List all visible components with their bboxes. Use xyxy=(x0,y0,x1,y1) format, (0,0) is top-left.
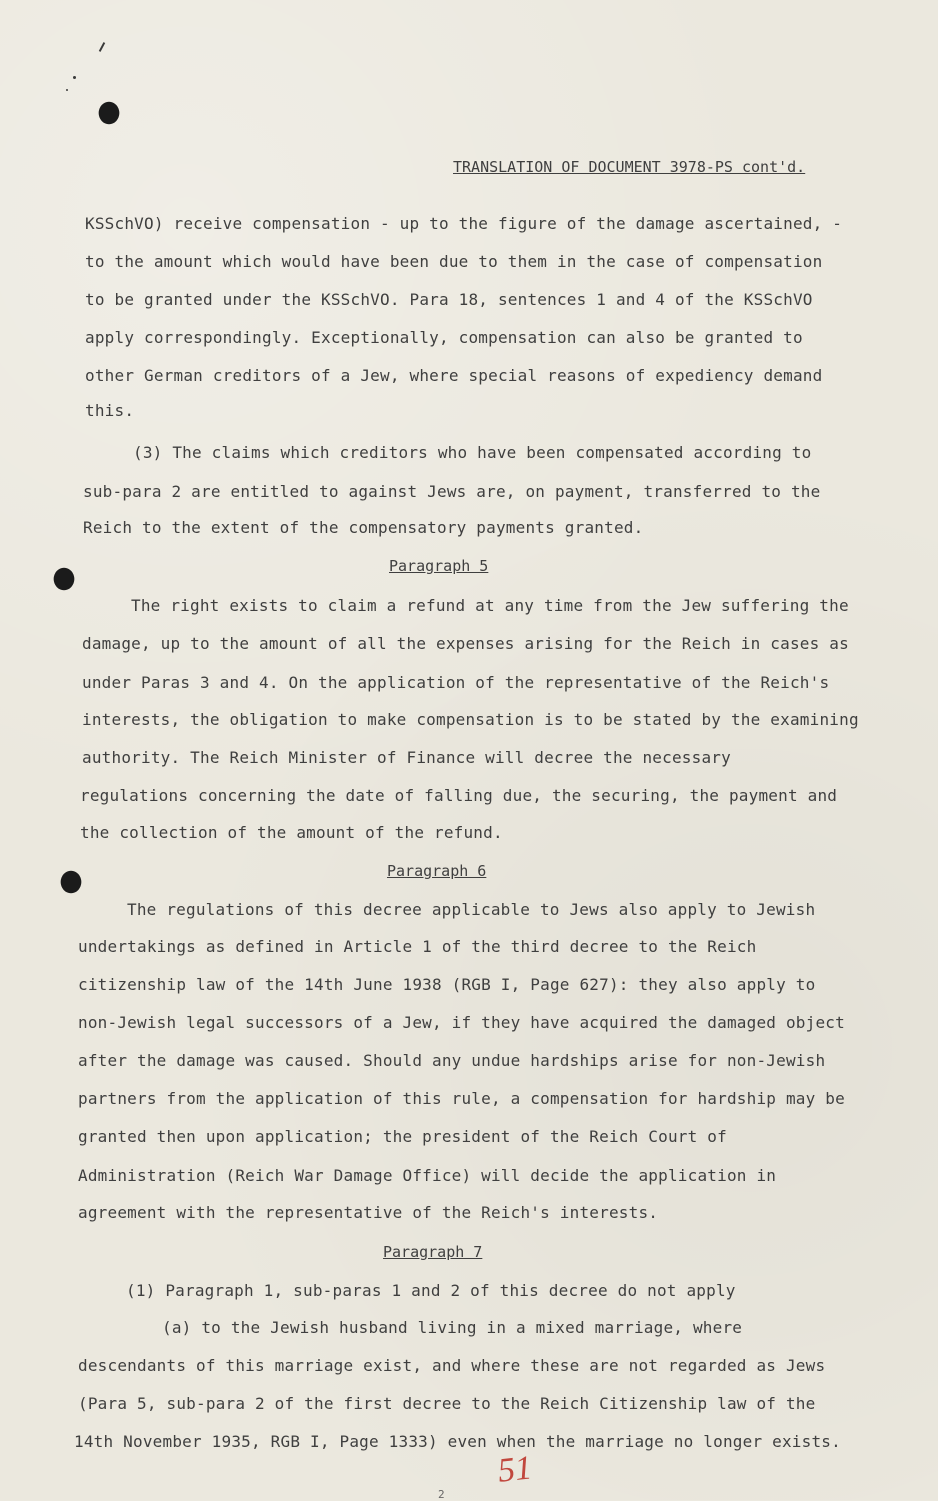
text-line: damage, up to the amount of all the expenses arising for the Reich in cases as xyxy=(82,634,849,653)
paragraph-5-heading: Paragraph 5 xyxy=(389,557,489,575)
paragraph-7-heading: Paragraph 7 xyxy=(383,1243,483,1261)
text-line: citizenship law of the 14th June 1938 (RGB I, Page 627): they also apply to xyxy=(78,975,816,994)
text-line: Reich to the extent of the compensatory payments granted. xyxy=(83,518,644,537)
ink-dot xyxy=(73,76,76,79)
text-line: other German creditors of a Jew, where special reasons of expediency demand xyxy=(85,366,823,385)
document-header: TRANSLATION OF DOCUMENT 3978-PS cont'd. xyxy=(453,158,806,176)
text-line: authority. The Reich Minister of Finance will decree the necessary xyxy=(82,748,731,767)
text-line: interests, the obligation to make compensation is to be stated by the examining xyxy=(82,710,859,729)
text-line: partners from the application of this rule, a compensation for hardship may be xyxy=(78,1089,845,1108)
text-line: descendants of this marriage exist, and where these are not regarded as Jews xyxy=(78,1356,826,1375)
text-line: to be granted under the KSSchVO. Para 18, sentences 1 and 4 of the KSSchVO xyxy=(85,290,813,309)
punch-hole-middle xyxy=(54,568,75,591)
ink-dot xyxy=(66,89,68,91)
text-line: after the damage was caused. Should any undue hardships arise for non-Jewish xyxy=(78,1051,826,1070)
text-line: (1) Paragraph 1, sub-paras 1 and 2 of this decree do not apply xyxy=(126,1281,736,1300)
page-number: 51 xyxy=(496,1449,534,1490)
text-line: KSSchVO) receive compensation - up to the figure of the damage ascertained, - xyxy=(85,214,843,233)
ink-mark xyxy=(99,42,105,52)
text-line: to the amount which would have been due to them in the case of compensation xyxy=(85,252,823,271)
text-line: apply correspondingly. Exceptionally, compensation can also be granted to xyxy=(85,328,803,347)
text-line: under Paras 3 and 4. On the application of the representative of the Reich's xyxy=(82,673,830,692)
text-line: non-Jewish legal successors of a Jew, if they have acquired the damaged object xyxy=(78,1013,845,1032)
text-line: Administration (Reich War Damage Office) will decide the application in xyxy=(78,1166,777,1185)
text-line: the collection of the amount of the refund. xyxy=(80,823,503,842)
text-line: 14th November 1935, RGB I, Page 1333) even when the marriage no longer exists. xyxy=(74,1432,841,1451)
text-line: The regulations of this decree applicable to Jews also apply to Jewish xyxy=(127,900,816,919)
punch-hole-lower xyxy=(61,871,82,894)
text-line: (3) The claims which creditors who have been compensated according to xyxy=(133,443,812,462)
text-line: The right exists to claim a refund at any time from the Jew suffering the xyxy=(131,596,849,615)
text-line: undertakings as defined in Article 1 of the third decree to the Reich xyxy=(78,937,757,956)
punch-hole-top xyxy=(99,102,120,125)
text-line: sub-para 2 are entitled to against Jews are, on payment, transferred to the xyxy=(83,482,821,501)
text-line: this. xyxy=(85,401,135,420)
text-line: (Para 5, sub-para 2 of the first decree to the Reich Citizenship law of the xyxy=(78,1394,816,1413)
footer-mark: 2 xyxy=(438,1488,445,1501)
paragraph-6-heading: Paragraph 6 xyxy=(387,862,487,880)
text-line: (a) to the Jewish husband living in a mixed marriage, where xyxy=(162,1318,743,1337)
text-line: regulations concerning the date of falling due, the securing, the payment and xyxy=(80,786,838,805)
text-line: granted then upon application; the president of the Reich Court of xyxy=(78,1127,727,1146)
text-line: agreement with the representative of the Reich's interests. xyxy=(78,1203,659,1222)
